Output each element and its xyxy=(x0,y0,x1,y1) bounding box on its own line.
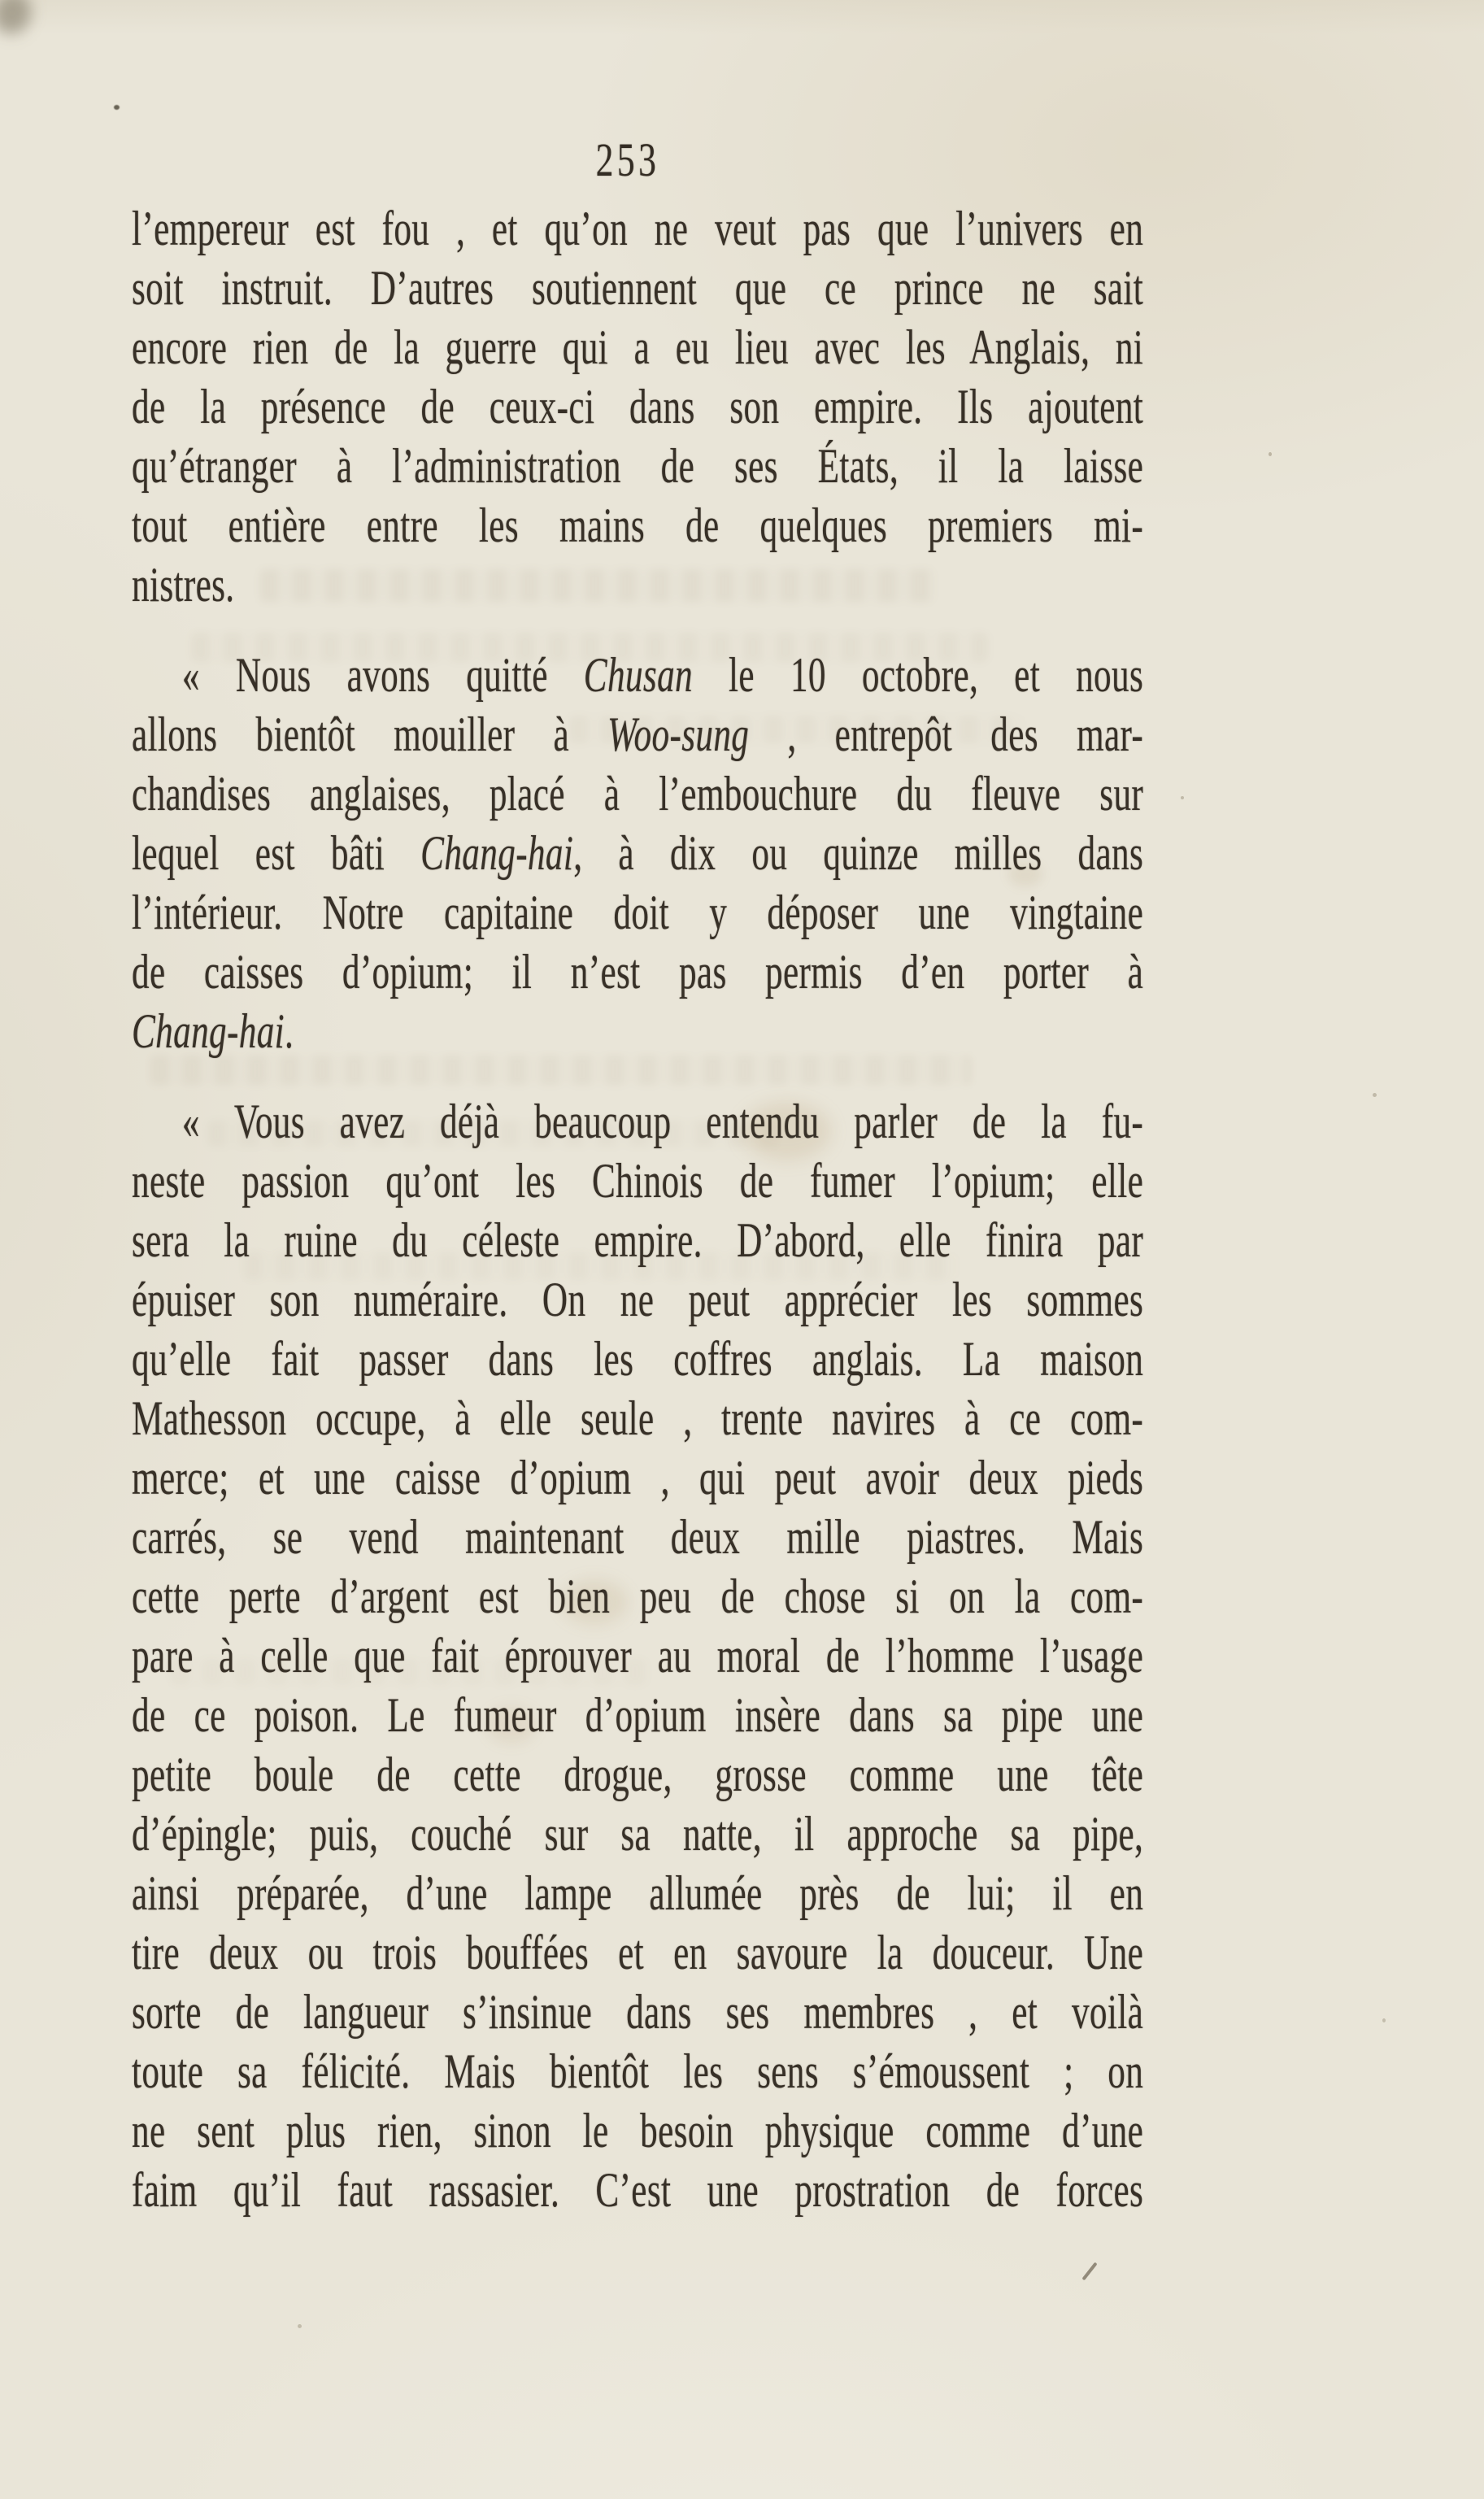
text-segment: . xyxy=(285,1004,294,1058)
text-segment: nistres. xyxy=(132,558,235,612)
text-segment: l’empereur est fou , et qu’on ne veut pas que l’univers en xyxy=(132,202,1144,255)
text-segment: de caisses d’opium; il n’est pas permis d’en porter à xyxy=(132,945,1144,999)
text-line xyxy=(132,437,1143,496)
text-line xyxy=(132,1626,1143,1686)
text-line xyxy=(132,1567,1143,1626)
text-segment: , entrepôt des mar- xyxy=(749,707,1144,761)
text-segment: allons bientôt mouiller à xyxy=(132,707,608,761)
page-number: 253 xyxy=(595,133,660,186)
ink-speck xyxy=(1181,796,1184,799)
page-text xyxy=(132,199,1148,2220)
text-line xyxy=(132,1923,1143,1983)
ink-speck xyxy=(298,2324,302,2328)
text-segment: encore rien de la guerre qui a eu lieu avec les Anglais, ni xyxy=(132,320,1144,374)
text-line xyxy=(132,824,1143,883)
italic-text: Chang-hai xyxy=(420,826,574,880)
text-segment: ne sent plus rien, sinon le besoin physique comme d’une xyxy=(132,2104,1144,2157)
text-line xyxy=(132,555,1143,615)
text-segment: chandises anglaises, placé à l’embouchure du fleuve sur xyxy=(132,767,1144,821)
italic-text: Chusan xyxy=(583,648,693,702)
text-line xyxy=(132,199,1143,259)
ink-spot xyxy=(114,105,120,110)
text-segment: pare à celle que fait éprouver au moral de l’homme l’usage xyxy=(132,1629,1144,1683)
paragraph xyxy=(132,199,1148,615)
text-segment: faim qu’il faut rassasier. C’est une prostration de forces xyxy=(132,2163,1144,2217)
italic-text: Chang-hai xyxy=(132,1004,285,1058)
text-line xyxy=(132,646,1143,705)
text-segment: épuiser son numéraire. On ne peut apprécier les sommes xyxy=(132,1273,1144,1326)
scan-corner-smudge xyxy=(0,0,36,38)
text-segment: ainsi préparée, d’une lampe allumée près de lui; il en xyxy=(132,1866,1144,1920)
text-line xyxy=(132,1448,1143,1508)
text-segment: l’intérieur. Notre capitaine doit y déposer une vingtaine xyxy=(132,886,1144,939)
ink-dash xyxy=(1081,2262,1097,2281)
text-segment: d’épingle; puis, couché sur sa natte, il approche sa pipe, xyxy=(132,1807,1144,1861)
text-line xyxy=(132,883,1143,943)
text-line xyxy=(132,1092,1143,1152)
text-segment: « Vous avez déjà beaucoup entendu parler de la fu- xyxy=(181,1095,1144,1148)
italic-text: Woo-sung xyxy=(607,707,750,761)
text-segment: cette perte d’argent est bien peu de chose si on la com- xyxy=(132,1569,1144,1623)
text-line xyxy=(132,2101,1143,2161)
text-segment: toute sa félicité. Mais bientôt les sens s’émoussent ; on xyxy=(132,2044,1144,2098)
text-segment: neste passion qu’ont les Chinois de fumer l’opium; elle xyxy=(132,1154,1144,1208)
text-line xyxy=(132,1330,1143,1389)
text-line xyxy=(132,1983,1143,2042)
paragraph xyxy=(132,646,1148,1061)
text-line xyxy=(132,1686,1143,1745)
text-line xyxy=(132,705,1143,764)
text-segment: , à dix ou quinze milles dans xyxy=(573,826,1144,880)
text-line xyxy=(132,764,1143,824)
text-line xyxy=(132,259,1143,318)
ink-speck xyxy=(1373,1093,1377,1097)
text-segment: sera la ruine du céleste empire. D’abord, elle finira par xyxy=(132,1213,1144,1267)
text-line xyxy=(132,318,1143,377)
text-line xyxy=(132,1508,1143,1567)
text-line xyxy=(132,1270,1143,1330)
text-line xyxy=(132,1864,1143,1923)
text-line xyxy=(132,2042,1143,2101)
text-line xyxy=(132,1002,1143,1061)
text-line xyxy=(132,2161,1143,2220)
text-line xyxy=(132,1152,1143,1211)
text-line xyxy=(132,1389,1143,1448)
text-line xyxy=(132,943,1143,1002)
text-segment: lequel est bâti xyxy=(132,826,421,880)
text-segment: tout entière entre les mains de quelques premiers mi- xyxy=(132,498,1144,552)
text-segment: tire deux ou trois bouffées et en savoure la douceur. Une xyxy=(132,1926,1144,1979)
text-segment: soit instruit. D’autres soutiennent que ce prince ne sait xyxy=(132,261,1144,315)
text-line xyxy=(132,1805,1143,1864)
text-line xyxy=(132,1211,1143,1270)
text-segment: de la présence de ceux-ci dans son empire. Ils ajoutent xyxy=(132,380,1144,433)
text-segment: sorte de langueur s’insinue dans ses membres , et voilà xyxy=(132,1985,1144,2039)
text-segment: qu’étranger à l’administration de ses États, il la laisse xyxy=(132,439,1144,493)
text-segment: le 10 octobre, et nous xyxy=(692,648,1144,702)
text-segment: de ce poison. Le fumeur d’opium insère dans sa pipe une xyxy=(132,1688,1144,1742)
text-segment: Mathesson occupe, à elle seule , trente navires à ce com- xyxy=(132,1391,1144,1445)
text-segment: petite boule de cette drogue, grosse comme une tête xyxy=(132,1748,1144,1801)
text-line xyxy=(132,496,1143,555)
text-segment: carrés, se vend maintenant deux mille piastres. Mais xyxy=(132,1510,1144,1564)
ink-speck xyxy=(1382,2018,1386,2022)
text-segment: merce; et une caisse d’opium , qui peut avoir deux pieds xyxy=(132,1451,1144,1504)
text-line xyxy=(132,1745,1143,1805)
text-segment: qu’elle fait passer dans les coffres anglais. La maison xyxy=(132,1332,1144,1386)
ink-speck xyxy=(1269,452,1272,456)
text-segment: « Nous avons quitté xyxy=(181,648,584,702)
text-line xyxy=(132,377,1143,437)
paragraph xyxy=(132,1092,1148,2220)
